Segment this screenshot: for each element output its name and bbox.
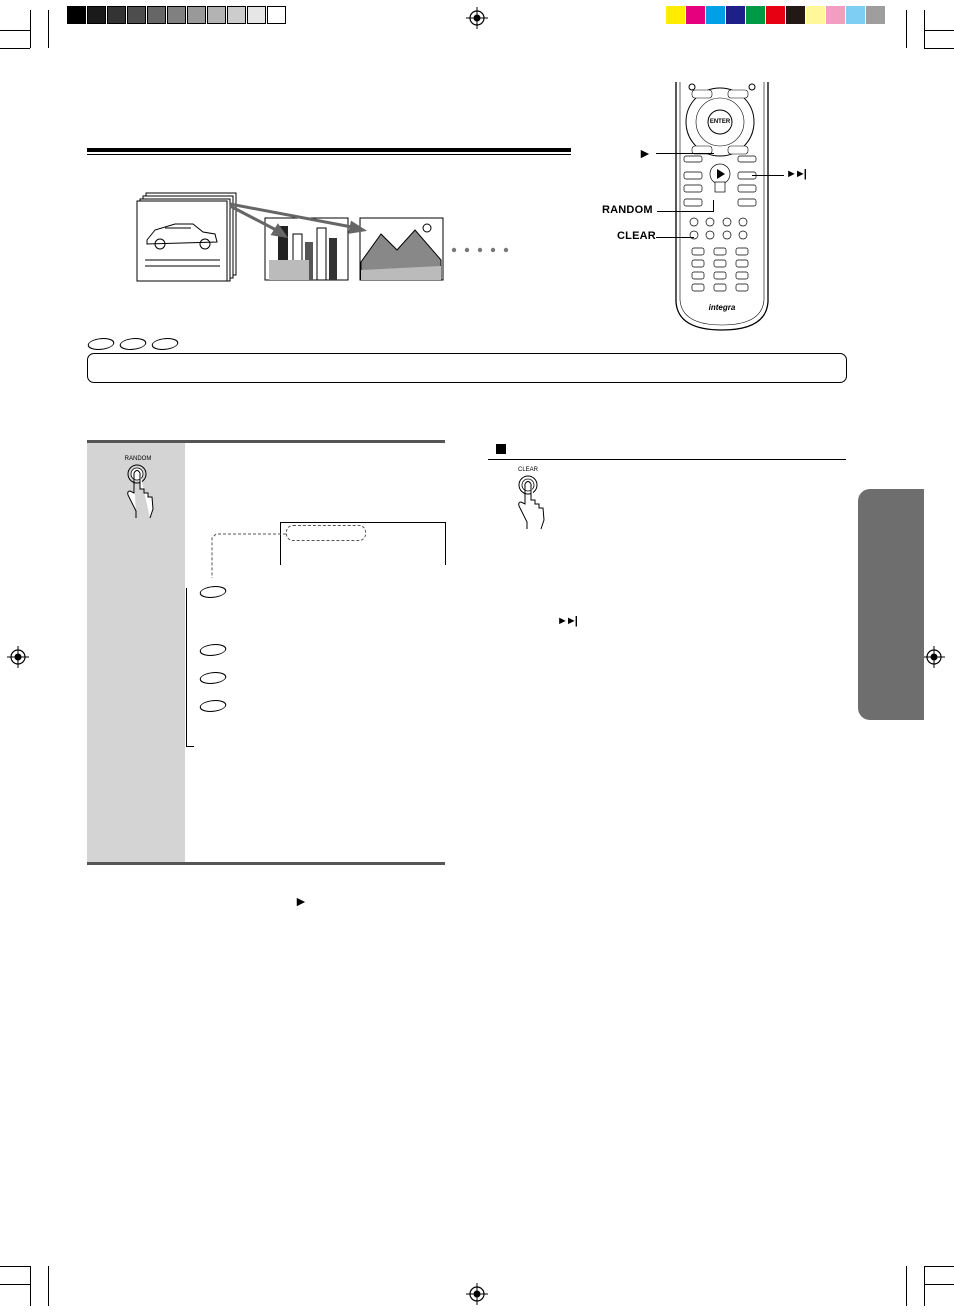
gray-swatch — [207, 6, 226, 24]
color-swatch — [866, 6, 885, 24]
stop-square-icon — [496, 444, 506, 454]
play-callout-symbol: ► — [638, 145, 653, 161]
crop-mark — [924, 1284, 954, 1285]
play-symbol: ► — [294, 893, 309, 909]
gray-swatch — [67, 6, 86, 24]
crop-mark — [48, 10, 49, 48]
random-playback-illustration — [135, 190, 525, 285]
gray-swatch — [87, 6, 106, 24]
gray-swatch — [227, 6, 246, 24]
registration-mark-icon — [466, 1283, 488, 1305]
crop-mark — [924, 1266, 925, 1306]
registration-mark-icon — [466, 7, 488, 29]
gray-swatch — [187, 6, 206, 24]
disc-icon — [197, 586, 229, 598]
color-swatch — [706, 6, 725, 24]
play-callout-line — [656, 153, 714, 154]
gray-swatch — [247, 6, 266, 24]
disc-bracket-end — [186, 746, 194, 747]
remote-brand-logo: integra — [708, 303, 736, 312]
remote-control — [672, 82, 772, 332]
gray-swatch — [107, 6, 126, 24]
mountain-picture — [360, 218, 443, 280]
color-swatch — [846, 6, 865, 24]
gray-swatch — [127, 6, 146, 24]
crop-mark — [0, 1266, 30, 1267]
next-callout-line — [752, 175, 784, 176]
color-swatch — [766, 6, 785, 24]
crop-mark — [924, 48, 954, 49]
disc-icon — [197, 700, 229, 712]
disc-bracket — [186, 588, 187, 746]
clear-button-label: CLEAR — [517, 467, 538, 473]
crop-mark — [906, 1266, 907, 1306]
color-swatch — [746, 6, 765, 24]
color-swatch — [786, 6, 805, 24]
gray-swatch — [147, 6, 166, 24]
color-swatch — [686, 6, 705, 24]
clear-callout-label: CLEAR — [617, 230, 656, 242]
hand-press-icon — [122, 463, 158, 519]
registration-mark-icon — [7, 646, 29, 668]
color-swatch — [726, 6, 745, 24]
hand-press-icon — [515, 474, 551, 530]
picture-stack — [137, 193, 236, 281]
side-section-tab — [858, 489, 924, 720]
random-callout-line — [657, 211, 713, 212]
continuation-dots — [452, 248, 508, 252]
registration-mark-icon — [923, 646, 945, 668]
section-title-rule — [87, 148, 571, 152]
clear-section-rule — [488, 459, 846, 460]
disc-icon — [85, 338, 117, 350]
random-button-label: RANDOM — [124, 456, 152, 462]
disc-icon — [197, 672, 229, 684]
random-callout-label: RANDOM — [602, 204, 653, 216]
remote-enter-label: ENTER — [709, 119, 731, 125]
color-swatch — [826, 6, 845, 24]
disc-icon — [197, 644, 229, 656]
crop-mark — [924, 1266, 954, 1267]
disc-icon — [149, 338, 181, 350]
next-symbol: ►►| — [557, 615, 576, 627]
note-box — [87, 353, 847, 383]
gray-swatch — [167, 6, 186, 24]
next-callout-symbol: ►►| — [786, 168, 805, 180]
crop-mark — [0, 1284, 30, 1285]
color-swatch — [666, 6, 685, 24]
crop-mark — [924, 30, 954, 31]
disc-icon — [117, 338, 149, 350]
crop-mark — [48, 1266, 49, 1306]
random-callout-line-v — [713, 200, 714, 212]
crop-mark — [906, 10, 907, 48]
clear-callout-line — [656, 237, 694, 238]
gray-swatch — [267, 6, 286, 24]
leader-dashed-line — [208, 530, 288, 580]
screen-indicator-highlight — [286, 525, 366, 541]
crop-mark — [0, 48, 30, 49]
color-swatch — [806, 6, 825, 24]
crop-mark — [30, 10, 31, 48]
crop-mark — [924, 10, 925, 48]
step-bottom-rule — [87, 862, 445, 865]
section-title-rule-thin — [87, 154, 571, 155]
crop-mark — [0, 30, 30, 31]
crop-mark — [30, 1266, 31, 1306]
